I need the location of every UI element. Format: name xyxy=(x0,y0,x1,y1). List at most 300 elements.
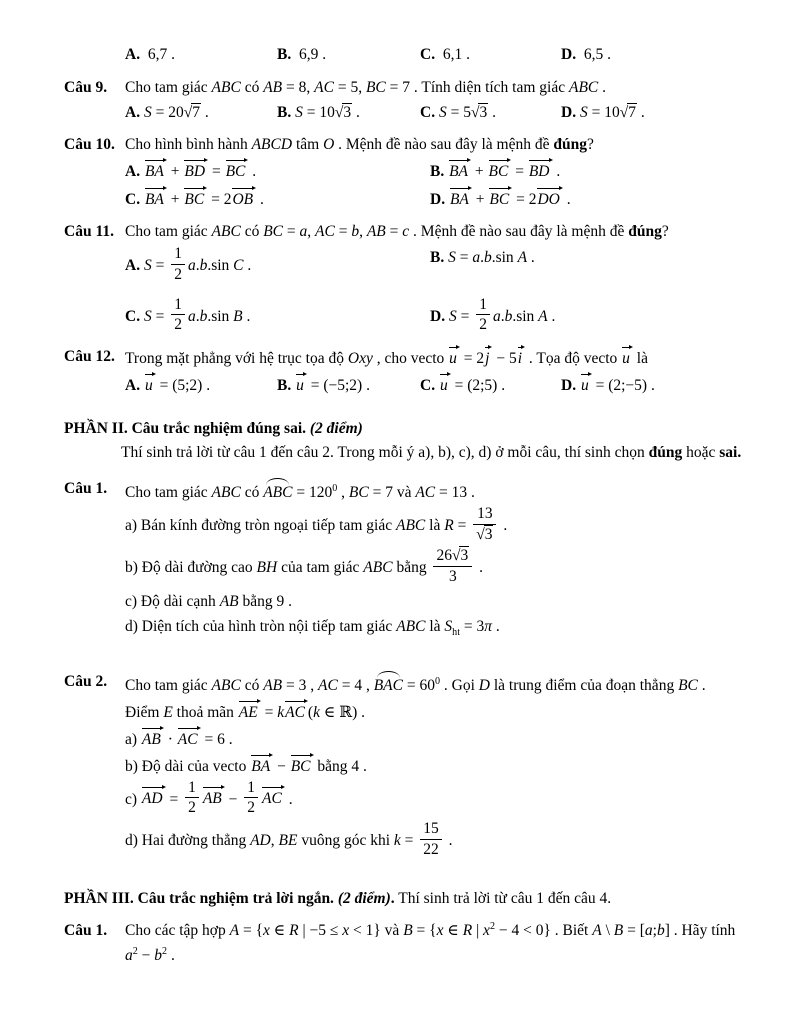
math-var-segment: x xyxy=(436,921,444,939)
text-segment: + xyxy=(471,191,489,208)
vector-segment: BA xyxy=(250,754,273,778)
statement-d xyxy=(125,616,746,638)
text-segment: . xyxy=(256,191,264,208)
option-d xyxy=(430,187,746,211)
question-stem-line1 xyxy=(125,671,746,697)
bold-segment: A. xyxy=(125,377,141,395)
text-segment: . xyxy=(475,558,483,576)
option-a xyxy=(125,102,277,124)
text-segment: 1 xyxy=(174,245,182,262)
text-segment: Cho hình bình hành xyxy=(125,136,252,153)
text-segment: . xyxy=(200,104,209,121)
vector-segment: BC xyxy=(225,159,249,183)
question-number: Câu 12. xyxy=(64,348,115,366)
radical-sign: √ xyxy=(470,104,479,121)
statement-b xyxy=(125,754,746,778)
text-segment: , xyxy=(307,223,316,240)
text-segment: vuông góc khi xyxy=(297,832,394,849)
denominator xyxy=(420,840,442,859)
question-number: Câu 1. xyxy=(64,480,108,498)
text-segment: . xyxy=(195,256,200,274)
question-number: Câu 9. xyxy=(64,79,108,96)
text-segment: = 5, xyxy=(333,79,366,96)
text-segment: . Mệnh đề nào sau đây là mệnh đề xyxy=(409,223,629,240)
text-segment: là trung điểm của đoạn thẳng xyxy=(489,676,679,694)
math-var-segment: A xyxy=(229,921,240,939)
math-var-segment: c xyxy=(402,223,410,240)
vector-segment: AB xyxy=(141,727,164,751)
math-var-segment: b xyxy=(199,256,208,274)
bold-segment: A. xyxy=(125,163,141,180)
bold-segment: đúng xyxy=(553,136,587,153)
math-var-segment: AC xyxy=(315,223,335,240)
bold-segment: . xyxy=(390,889,395,907)
text-segment: − xyxy=(224,790,242,808)
part3-question-1 xyxy=(64,920,746,970)
fraction-segment xyxy=(476,296,490,335)
math-var-segment: x xyxy=(342,921,350,939)
text-segment: . xyxy=(248,163,257,180)
text-segment: = xyxy=(151,307,169,325)
math-var-segment: x xyxy=(263,921,270,939)
text-segment: − xyxy=(137,946,155,964)
math-var-segment: ABC xyxy=(396,517,426,535)
option-d xyxy=(561,373,746,397)
text-segment: , xyxy=(270,832,279,849)
text-segment: = 6 . xyxy=(200,730,233,748)
bold-segment: A. xyxy=(125,46,141,63)
bold-segment: C. xyxy=(125,191,141,208)
denominator xyxy=(185,798,199,817)
text-segment: = 10 xyxy=(302,104,335,121)
math-var-segment: k xyxy=(277,703,285,721)
option-a xyxy=(125,247,430,286)
text-segment: có xyxy=(240,676,264,694)
text-segment: có xyxy=(240,223,264,240)
bold-segment: D. xyxy=(561,104,577,121)
text-segment: + xyxy=(471,163,488,180)
text-segment: Thí sinh trả lời từ câu 1 đến câu 2. Trong mỗi ý a), b), c), d) ở mỗi câu, thí sinh chọn xyxy=(121,444,649,462)
option-c xyxy=(125,295,430,337)
fraction-segment xyxy=(185,779,199,818)
text-segment: − 4 < 0} . Biết xyxy=(494,921,593,939)
option-b xyxy=(430,247,746,286)
text-segment: = xyxy=(511,163,528,180)
text-segment: 1 xyxy=(188,778,196,796)
math-var-segment: S xyxy=(448,249,456,266)
text-segment: . xyxy=(547,307,556,325)
text-segment: = xyxy=(283,223,300,240)
text-segment: = xyxy=(400,832,418,849)
math-var-segment: BC xyxy=(263,223,284,240)
text-segment: có xyxy=(240,79,264,96)
denominator xyxy=(473,525,496,544)
text-segment: là xyxy=(632,350,648,368)
denominator xyxy=(171,265,185,284)
statement-a xyxy=(125,507,746,546)
option-c xyxy=(420,102,561,124)
text-segment: d) Hai đường thẳng xyxy=(125,832,251,849)
math-var-segment: C xyxy=(233,256,244,274)
numerator xyxy=(171,296,185,316)
bold-segment: C. xyxy=(125,307,141,325)
text-segment: , cho vecto xyxy=(372,350,449,368)
question-body xyxy=(125,221,746,336)
option-a xyxy=(125,159,430,183)
text-segment: = 2 xyxy=(207,191,232,208)
text-segment: ? xyxy=(586,136,594,153)
text-segment: . Gọi xyxy=(440,676,479,694)
question-body xyxy=(125,671,746,864)
math-var-segment: AB xyxy=(219,592,239,610)
sqrt-segment xyxy=(476,525,493,543)
carryover-options-row xyxy=(125,44,746,66)
vector-segment: j xyxy=(484,346,492,370)
text-segment: · xyxy=(163,730,177,748)
math-var-segment: S xyxy=(444,617,453,635)
text-segment: 1 xyxy=(479,295,487,313)
text-segment: 2 xyxy=(479,316,487,334)
bold-segment: B. xyxy=(277,377,292,395)
radicand: 7 xyxy=(192,104,200,121)
bold-segment: C. xyxy=(420,46,436,63)
math-var-segment: ABC xyxy=(211,79,241,96)
text-segment: Cho tam giác xyxy=(125,676,212,694)
text-segment: .sin xyxy=(491,249,518,266)
math-var-segment: D xyxy=(478,676,490,694)
text-segment: Điểm xyxy=(125,703,164,721)
part3-heading xyxy=(64,888,746,910)
math-var-segment: Oxy xyxy=(347,350,373,368)
text-segment: − xyxy=(273,757,290,775)
vector-segment: BA xyxy=(449,187,472,211)
text-segment: tâm xyxy=(292,136,324,153)
vector-segment: AE xyxy=(238,700,261,724)
math-var-segment: a xyxy=(644,921,653,939)
text-segment: = 13 . xyxy=(435,484,475,502)
text-segment: = (5;2) . xyxy=(155,377,211,395)
superscript-segment: 0 xyxy=(434,675,441,687)
text-segment: = xyxy=(385,223,403,240)
option-d xyxy=(561,102,746,124)
math-var-segment: a xyxy=(299,223,308,240)
text-segment: c) xyxy=(125,790,141,808)
text-segment: .sin xyxy=(207,256,234,274)
text-segment: 26 xyxy=(436,546,452,564)
vector-segment: BD xyxy=(528,159,553,183)
text-segment: bằng xyxy=(392,558,431,576)
options-grid xyxy=(125,247,746,336)
text-segment: = { xyxy=(239,921,264,939)
bold-segment: sai xyxy=(719,444,738,462)
question-block-12 xyxy=(64,346,746,397)
bold-segment: D. xyxy=(430,307,446,325)
text-segment: 6,9 . xyxy=(291,46,327,63)
math-var-segment: S xyxy=(579,104,588,121)
vector-segment: u xyxy=(439,373,451,397)
question-number: Câu 10. xyxy=(64,136,115,153)
math-var-segment: S xyxy=(295,104,303,121)
vector-segment: u xyxy=(295,373,307,397)
statement-a xyxy=(125,727,746,751)
math-var-segment: ABC xyxy=(211,223,241,240)
question-stem-line2 xyxy=(125,700,746,724)
text-segment: hoặc xyxy=(682,444,720,462)
math-var-segment: BC xyxy=(678,676,698,694)
math-var-segment: BC xyxy=(365,79,386,96)
math-var-segment: b xyxy=(504,307,513,325)
text-segment: 2 xyxy=(174,265,182,283)
radicand: 3 xyxy=(484,526,493,544)
angle-arc-segment: ABC xyxy=(263,478,292,504)
bold-segment: B. xyxy=(430,249,445,266)
text-segment: = xyxy=(151,256,169,274)
math-var-segment: R xyxy=(444,517,454,535)
text-segment: 2 xyxy=(247,799,256,817)
math-var-segment: b xyxy=(199,307,208,325)
denominator xyxy=(171,315,185,334)
math-var-segment: π xyxy=(484,617,492,635)
vector-segment: u xyxy=(144,373,156,397)
options-row xyxy=(125,102,746,124)
text-segment: . xyxy=(195,307,200,325)
question-body xyxy=(125,77,746,124)
text-segment: . Mệnh đề nào sau đây là mệnh đề xyxy=(334,136,554,153)
text-segment: ∈ xyxy=(269,921,290,939)
text-segment: . xyxy=(562,191,571,208)
math-var-segment: ABC xyxy=(396,617,426,635)
math-var-segment: B xyxy=(613,921,624,939)
bold-italic-segment: (2 điểm) xyxy=(337,889,391,907)
vector-segment: AB xyxy=(202,786,225,810)
option-b xyxy=(277,102,420,124)
text-segment: = { xyxy=(412,921,437,939)
question-stem xyxy=(125,134,746,156)
vector-segment: BA xyxy=(144,187,167,211)
math-var-segment: k xyxy=(313,703,320,721)
options-grid xyxy=(125,159,746,211)
text-segment: . xyxy=(500,307,505,325)
text-segment: a) Bán kính đường tròn ngoại tiếp tam giác xyxy=(125,517,396,535)
text-segment: + xyxy=(166,191,184,208)
text-segment: , xyxy=(337,484,349,502)
text-segment: bằng 9 . xyxy=(238,592,293,610)
text-segment: = xyxy=(456,307,474,325)
text-segment: ] . Hãy tính xyxy=(664,921,736,939)
radicand: 3 xyxy=(460,546,469,564)
math-var-segment: S xyxy=(143,307,152,325)
radical-sign: √ xyxy=(619,104,628,121)
text-segment: = 5 xyxy=(446,104,471,121)
vector-segment: u xyxy=(580,373,592,397)
question-stem-line2 xyxy=(125,945,746,967)
question-block-10 xyxy=(64,134,746,211)
question-body xyxy=(125,134,746,211)
text-segment: . xyxy=(492,617,500,635)
text-segment: − 5 xyxy=(492,350,517,368)
question-body xyxy=(125,920,746,970)
text-segment: < 1} và xyxy=(349,921,404,939)
numerator xyxy=(185,779,199,799)
text-segment: của tam giác xyxy=(277,558,364,576)
text-segment: ? xyxy=(661,223,669,240)
option-c xyxy=(420,373,561,397)
text-segment: = xyxy=(208,163,225,180)
text-segment: = 10 xyxy=(587,104,620,121)
sqrt-segment xyxy=(335,103,352,121)
option-b xyxy=(277,44,420,66)
text-segment: ∈ xyxy=(443,921,463,939)
superscript-segment: 0 xyxy=(332,483,338,495)
bold-segment: C. xyxy=(420,104,436,121)
statement-b xyxy=(125,546,746,588)
bold-segment: PHẦN III. Câu trắc nghiệm trả lời ngắn. xyxy=(64,889,338,907)
math-var-segment: AB xyxy=(263,676,283,694)
text-segment: = 7 . Tính diện tích tam giác xyxy=(385,79,569,96)
denominator xyxy=(476,315,490,334)
text-segment: = xyxy=(453,517,471,535)
text-segment: ( xyxy=(307,703,314,721)
text-segment: Cho tam giác xyxy=(125,223,212,240)
math-var-segment: R xyxy=(289,921,299,939)
math-var-segment: k xyxy=(393,832,401,849)
text-segment: . xyxy=(352,104,360,121)
question-stem-line1 xyxy=(125,920,746,942)
text-segment: Thí sinh trả lời từ câu 1 đến câu 4. xyxy=(394,889,612,907)
question-stem xyxy=(125,478,746,504)
math-var-segment: a xyxy=(472,249,481,266)
text-segment: thoả mãn xyxy=(172,703,238,721)
vector-segment: BC xyxy=(290,754,314,778)
sqrt-segment xyxy=(620,103,637,121)
bold-segment: C. xyxy=(420,377,436,395)
text-segment: a) xyxy=(125,730,141,748)
text-segment: = xyxy=(260,703,278,721)
numerator xyxy=(433,547,472,567)
math-var-segment: AC xyxy=(314,79,334,96)
math-var-segment: x xyxy=(483,921,490,939)
text-segment: = 8, xyxy=(282,79,315,96)
text-segment: Cho tam giác xyxy=(125,79,212,96)
text-segment: . xyxy=(480,249,484,266)
bold-segment: D. xyxy=(561,377,577,395)
radical-sign: √ xyxy=(476,526,484,544)
subscript-segment: ht xyxy=(452,626,460,638)
text-segment: = 2 xyxy=(512,191,537,208)
math-var-segment: S xyxy=(143,256,152,274)
math-var-segment: BE xyxy=(278,832,298,849)
fraction-segment xyxy=(473,505,496,544)
vector-segment: AC xyxy=(284,700,308,724)
question-body xyxy=(125,346,746,397)
option-a xyxy=(125,44,277,66)
sqrt-segment xyxy=(184,103,201,121)
question-stem xyxy=(125,77,746,99)
vector-segment: AC xyxy=(261,786,285,810)
vector-segment: OB xyxy=(231,187,256,211)
question-block-9 xyxy=(64,77,746,124)
numerator xyxy=(244,779,258,799)
text-segment: là xyxy=(425,517,445,535)
denominator xyxy=(433,567,472,586)
text-segment: b) Độ dài của vecto xyxy=(125,757,251,775)
fraction-segment xyxy=(171,245,185,284)
text-segment: 1 xyxy=(247,778,256,796)
text-segment: Trong mặt phẳng với hệ trục tọa độ xyxy=(125,350,348,368)
math-var-segment: E xyxy=(163,703,173,721)
question-stem xyxy=(125,221,746,243)
vector-segment: BC xyxy=(183,187,207,211)
text-segment: là xyxy=(425,617,445,635)
options-row xyxy=(125,373,746,397)
radicand: 3 xyxy=(479,104,488,121)
denominator xyxy=(244,798,258,817)
vector-segment: AC xyxy=(177,727,201,751)
text-segment: . xyxy=(499,517,508,535)
math-var-segment: A xyxy=(592,921,602,939)
text-segment: = 2 xyxy=(459,350,485,368)
text-segment: Cho tam giác xyxy=(125,484,212,502)
text-segment: = xyxy=(165,790,183,808)
radicand: 3 xyxy=(343,104,352,121)
text-segment: . xyxy=(242,307,251,325)
vector-segment: u xyxy=(448,346,460,370)
math-var-segment: b xyxy=(154,946,163,964)
option-c xyxy=(420,44,561,66)
math-var-segment: S xyxy=(448,307,457,325)
bold-segment: đúng xyxy=(648,444,683,462)
math-var-segment: ABC xyxy=(569,79,599,96)
math-var-segment: AC xyxy=(318,676,338,694)
statement-c xyxy=(125,591,746,613)
bold-segment: . xyxy=(737,444,742,462)
math-var-segment: R xyxy=(462,921,473,939)
part2-instructions xyxy=(121,442,746,464)
part2-question-2 xyxy=(64,671,746,864)
text-segment: . xyxy=(598,79,607,96)
text-segment: 6,7 . xyxy=(140,46,175,63)
math-var-segment: A xyxy=(517,249,528,266)
question-number: Câu 11. xyxy=(64,223,114,240)
text-segment: . xyxy=(697,676,706,694)
text-segment: . xyxy=(167,946,175,964)
text-segment: . xyxy=(488,104,496,121)
part2-question-1 xyxy=(64,478,746,640)
math-var-segment: a xyxy=(187,307,196,325)
text-segment: ∈ ℝ) . xyxy=(319,703,366,721)
bold-segment: đúng xyxy=(628,223,662,240)
vector-segment: BC xyxy=(488,159,512,183)
numerator xyxy=(171,245,185,265)
radical-sign: √ xyxy=(334,104,343,121)
text-segment: . xyxy=(444,832,453,849)
text-segment: + xyxy=(166,163,184,180)
text-segment: 2 xyxy=(174,316,182,334)
text-segment: c) Độ dài cạnh xyxy=(125,592,220,610)
question-body xyxy=(125,478,746,640)
text-segment: = 20 xyxy=(151,104,184,121)
math-var-segment: AB xyxy=(263,79,283,96)
text-segment: . xyxy=(243,256,252,274)
math-var-segment: AD xyxy=(250,832,271,849)
math-var-segment: b xyxy=(656,921,665,939)
sqrt-segment xyxy=(452,546,469,564)
fraction-segment xyxy=(420,820,442,859)
text-segment: = (2;5) . xyxy=(450,377,506,395)
text-segment: 6,1 . xyxy=(435,46,470,63)
text-segment: | −5 ≤ xyxy=(298,921,343,939)
math-var-segment: ABC xyxy=(363,558,393,576)
